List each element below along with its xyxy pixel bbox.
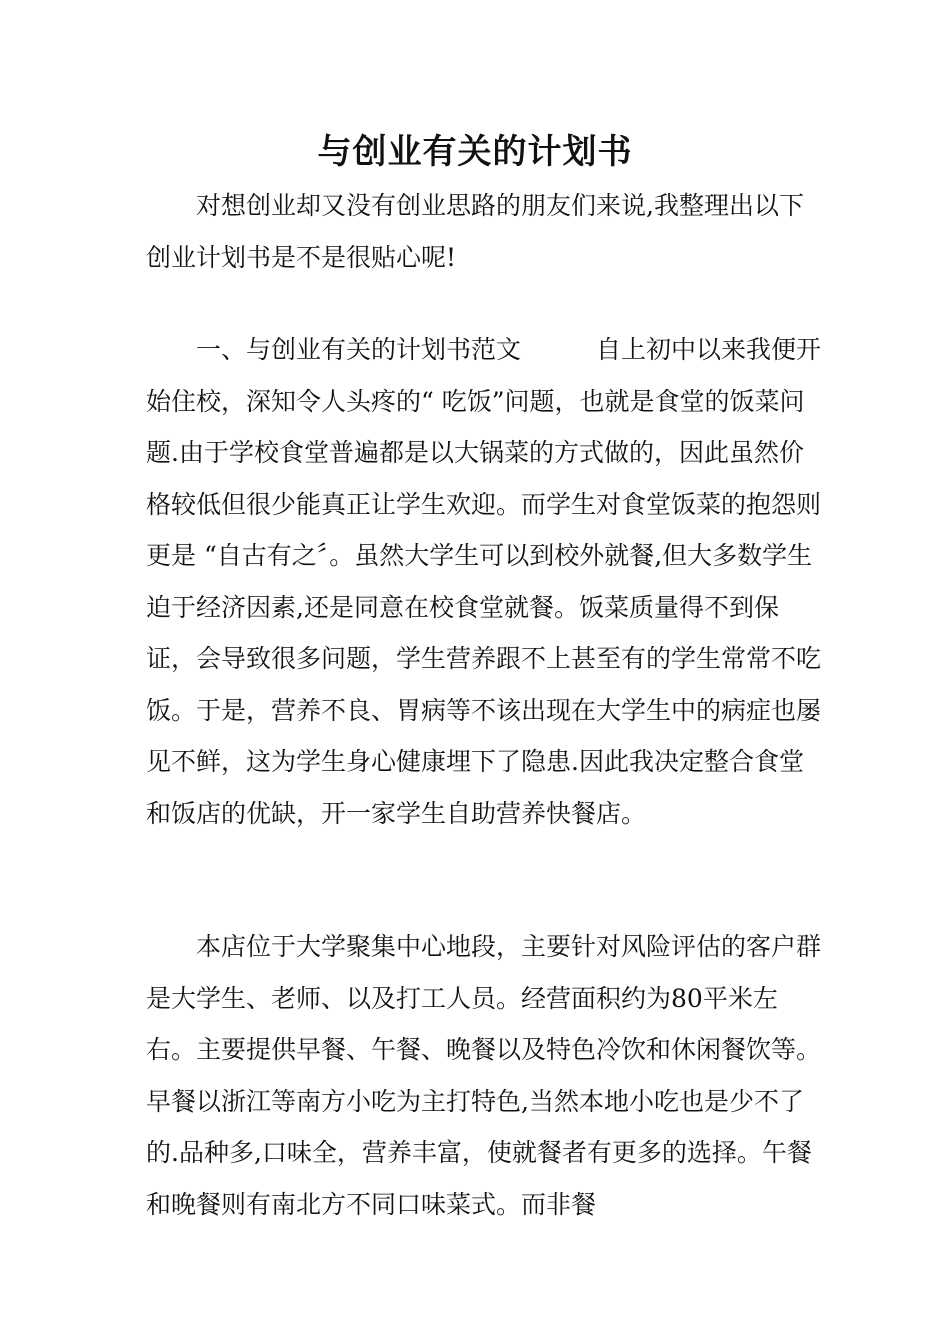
sample-plan-paragraph: 一、与创业有关的计划书范文 自上初中以来我便开始住校，深知令人头疼的“ 吃饭”问题，也就是食堂的饭菜问题.由于学校食堂普遍都是以大锅菜的方式做的，因此虽然价格较低但很少能真正让学生欢迎。而学生对食堂饭菜的抱怨则更是 “自古有之〞。虽然大学生可以到校外就餐,但大多数学生迫于经济因素,还是同意在校食堂就餐。饭菜质量得不到保证，会导致很多问题，学生营养跟不上甚至有的学生常常不吃饭。于是，营养不良、胃病等不该出现在大学生中的病症也屡见不鲜，这为学生身心健康埋下了隐患.因此我决定整合食堂和饭店的优缺，开一家学生自助营养快餐店。	[146, 335, 822, 828]
store-description-paragraph: 本店位于大学聚集中心地段，主要针对风险评估的客户群是大学生、老师、以及打工人员。经营面积约为80平米左右。主要提供早餐、午餐、晚餐以及特色冷饮和休闲餐饮等。早餐以浙江等南方小吃为主打特色,当然本地小吃也是少不了的.品种多,口味全，营养丰富，使就餐者有更多的选择。午餐和晚餐则有南北方不同口味菜式。而非餐	[146, 932, 822, 1219]
intro-paragraph: 对想创业却又没有创业思路的朋友们来说,我整理出以下创业计划书是不是很贴心呢!	[146, 191, 804, 272]
document-title: 与创业有关的计划书	[317, 132, 633, 172]
